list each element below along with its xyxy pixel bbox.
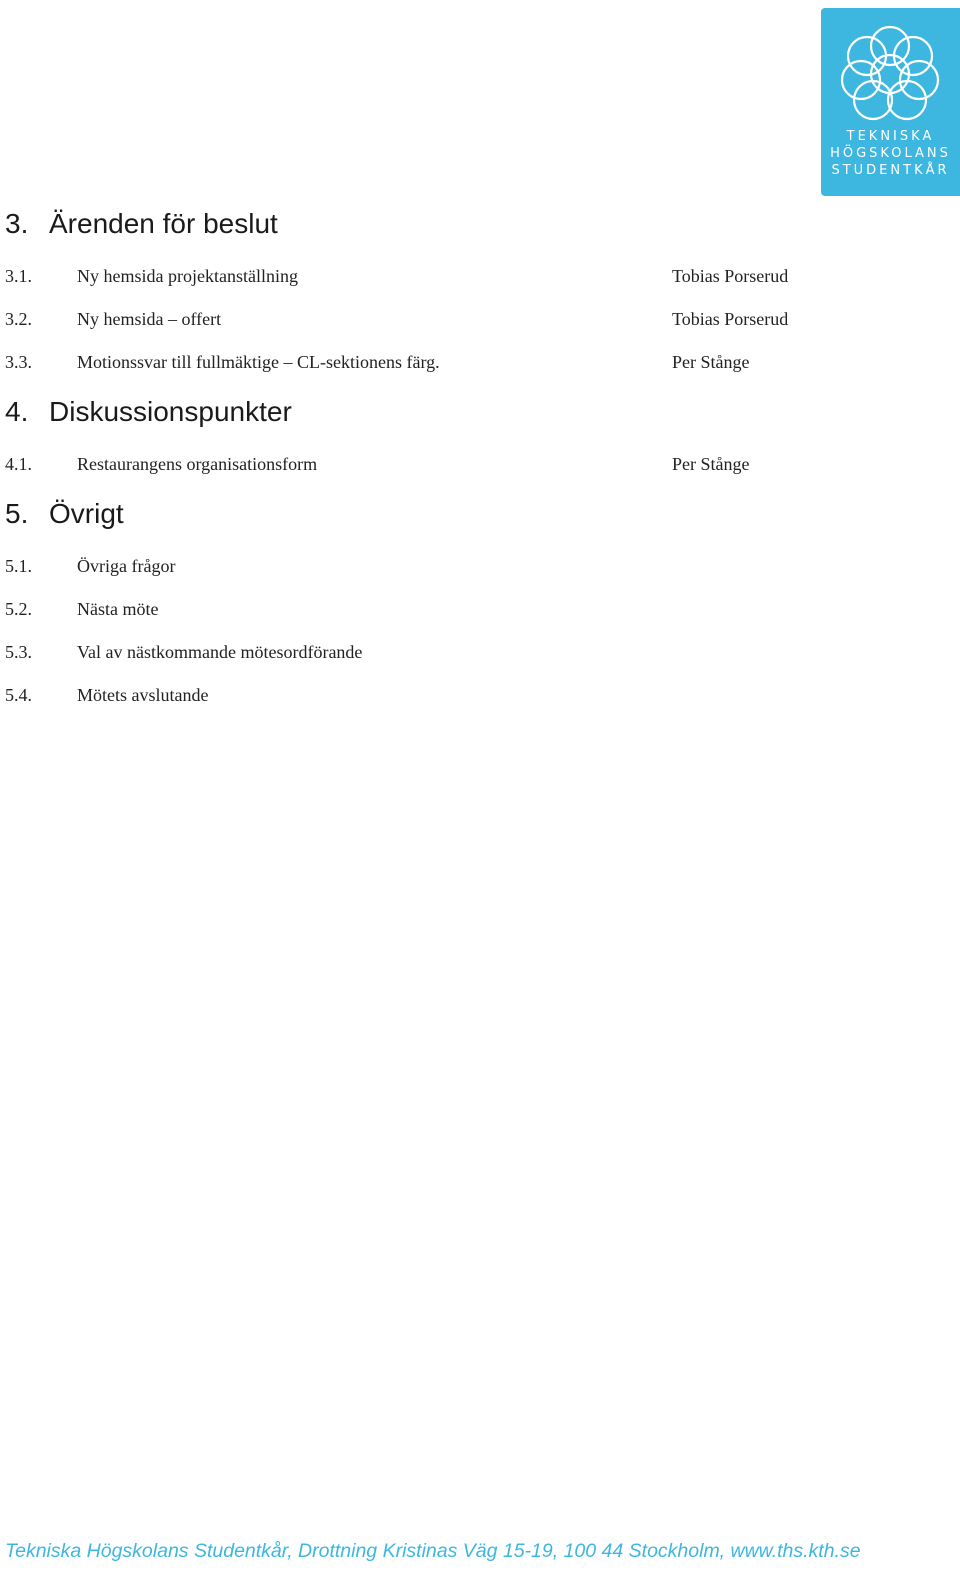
section-number: 3. (5, 208, 29, 239)
item-title: Val av nästkommande mötesordförande (77, 642, 363, 662)
section-number: 4. (5, 396, 29, 427)
agenda-item (5, 599, 945, 623)
item-number: 3.1. (5, 266, 32, 286)
item-number: 5.4. (5, 685, 32, 705)
logo-wordmark (821, 128, 960, 179)
item-presenter: Tobias Porserud (672, 309, 789, 329)
agenda-item (5, 454, 945, 478)
item-number: 3.2. (5, 309, 32, 329)
item-number: 5.3. (5, 642, 32, 662)
agenda-item (5, 556, 945, 580)
section-heading (5, 208, 278, 240)
agenda-item (5, 352, 945, 376)
section-title: Övrigt (49, 498, 124, 529)
agenda-item (5, 685, 945, 709)
item-title: Motionssvar till fullmäktige – CL-sektionens färg. (77, 352, 440, 372)
item-title: Nästa möte (77, 599, 159, 619)
section-title: Diskussionspunkter (49, 396, 292, 427)
item-presenter: Tobias Porserud (672, 266, 789, 286)
item-number: 5.2. (5, 599, 32, 619)
item-presenter: Per Stånge (672, 352, 750, 372)
section-heading (5, 498, 124, 530)
logo-line: HÖGSKOLANS (830, 146, 951, 161)
item-title: Ny hemsida – offert (77, 309, 222, 329)
item-title: Övriga frågor (77, 556, 176, 576)
page-footer: Tekniska Högskolans Studentkår, Drottning Kristinas Väg 15-19, 100 44 Stockholm, www.ths.kth.se (5, 1540, 861, 1562)
section-heading (5, 396, 292, 428)
logo-line: TEKNISKA (846, 129, 935, 144)
item-title: Mötets avslutande (77, 685, 209, 705)
ths-logo (821, 8, 960, 196)
logo-line: STUDENTKÅR (831, 163, 950, 178)
item-number: 5.1. (5, 556, 32, 576)
agenda-item (5, 309, 945, 333)
item-number: 3.3. (5, 352, 32, 372)
item-presenter: Per Stånge (672, 454, 750, 474)
agenda-item (5, 266, 945, 290)
agenda-item (5, 642, 945, 666)
item-number: 4.1. (5, 454, 32, 474)
section-number: 5. (5, 498, 29, 529)
rings-emblem-icon (833, 22, 948, 127)
section-title: Ärenden för beslut (49, 208, 278, 239)
item-title: Ny hemsida projektanställning (77, 266, 298, 286)
item-title: Restaurangens organisationsform (77, 454, 318, 474)
